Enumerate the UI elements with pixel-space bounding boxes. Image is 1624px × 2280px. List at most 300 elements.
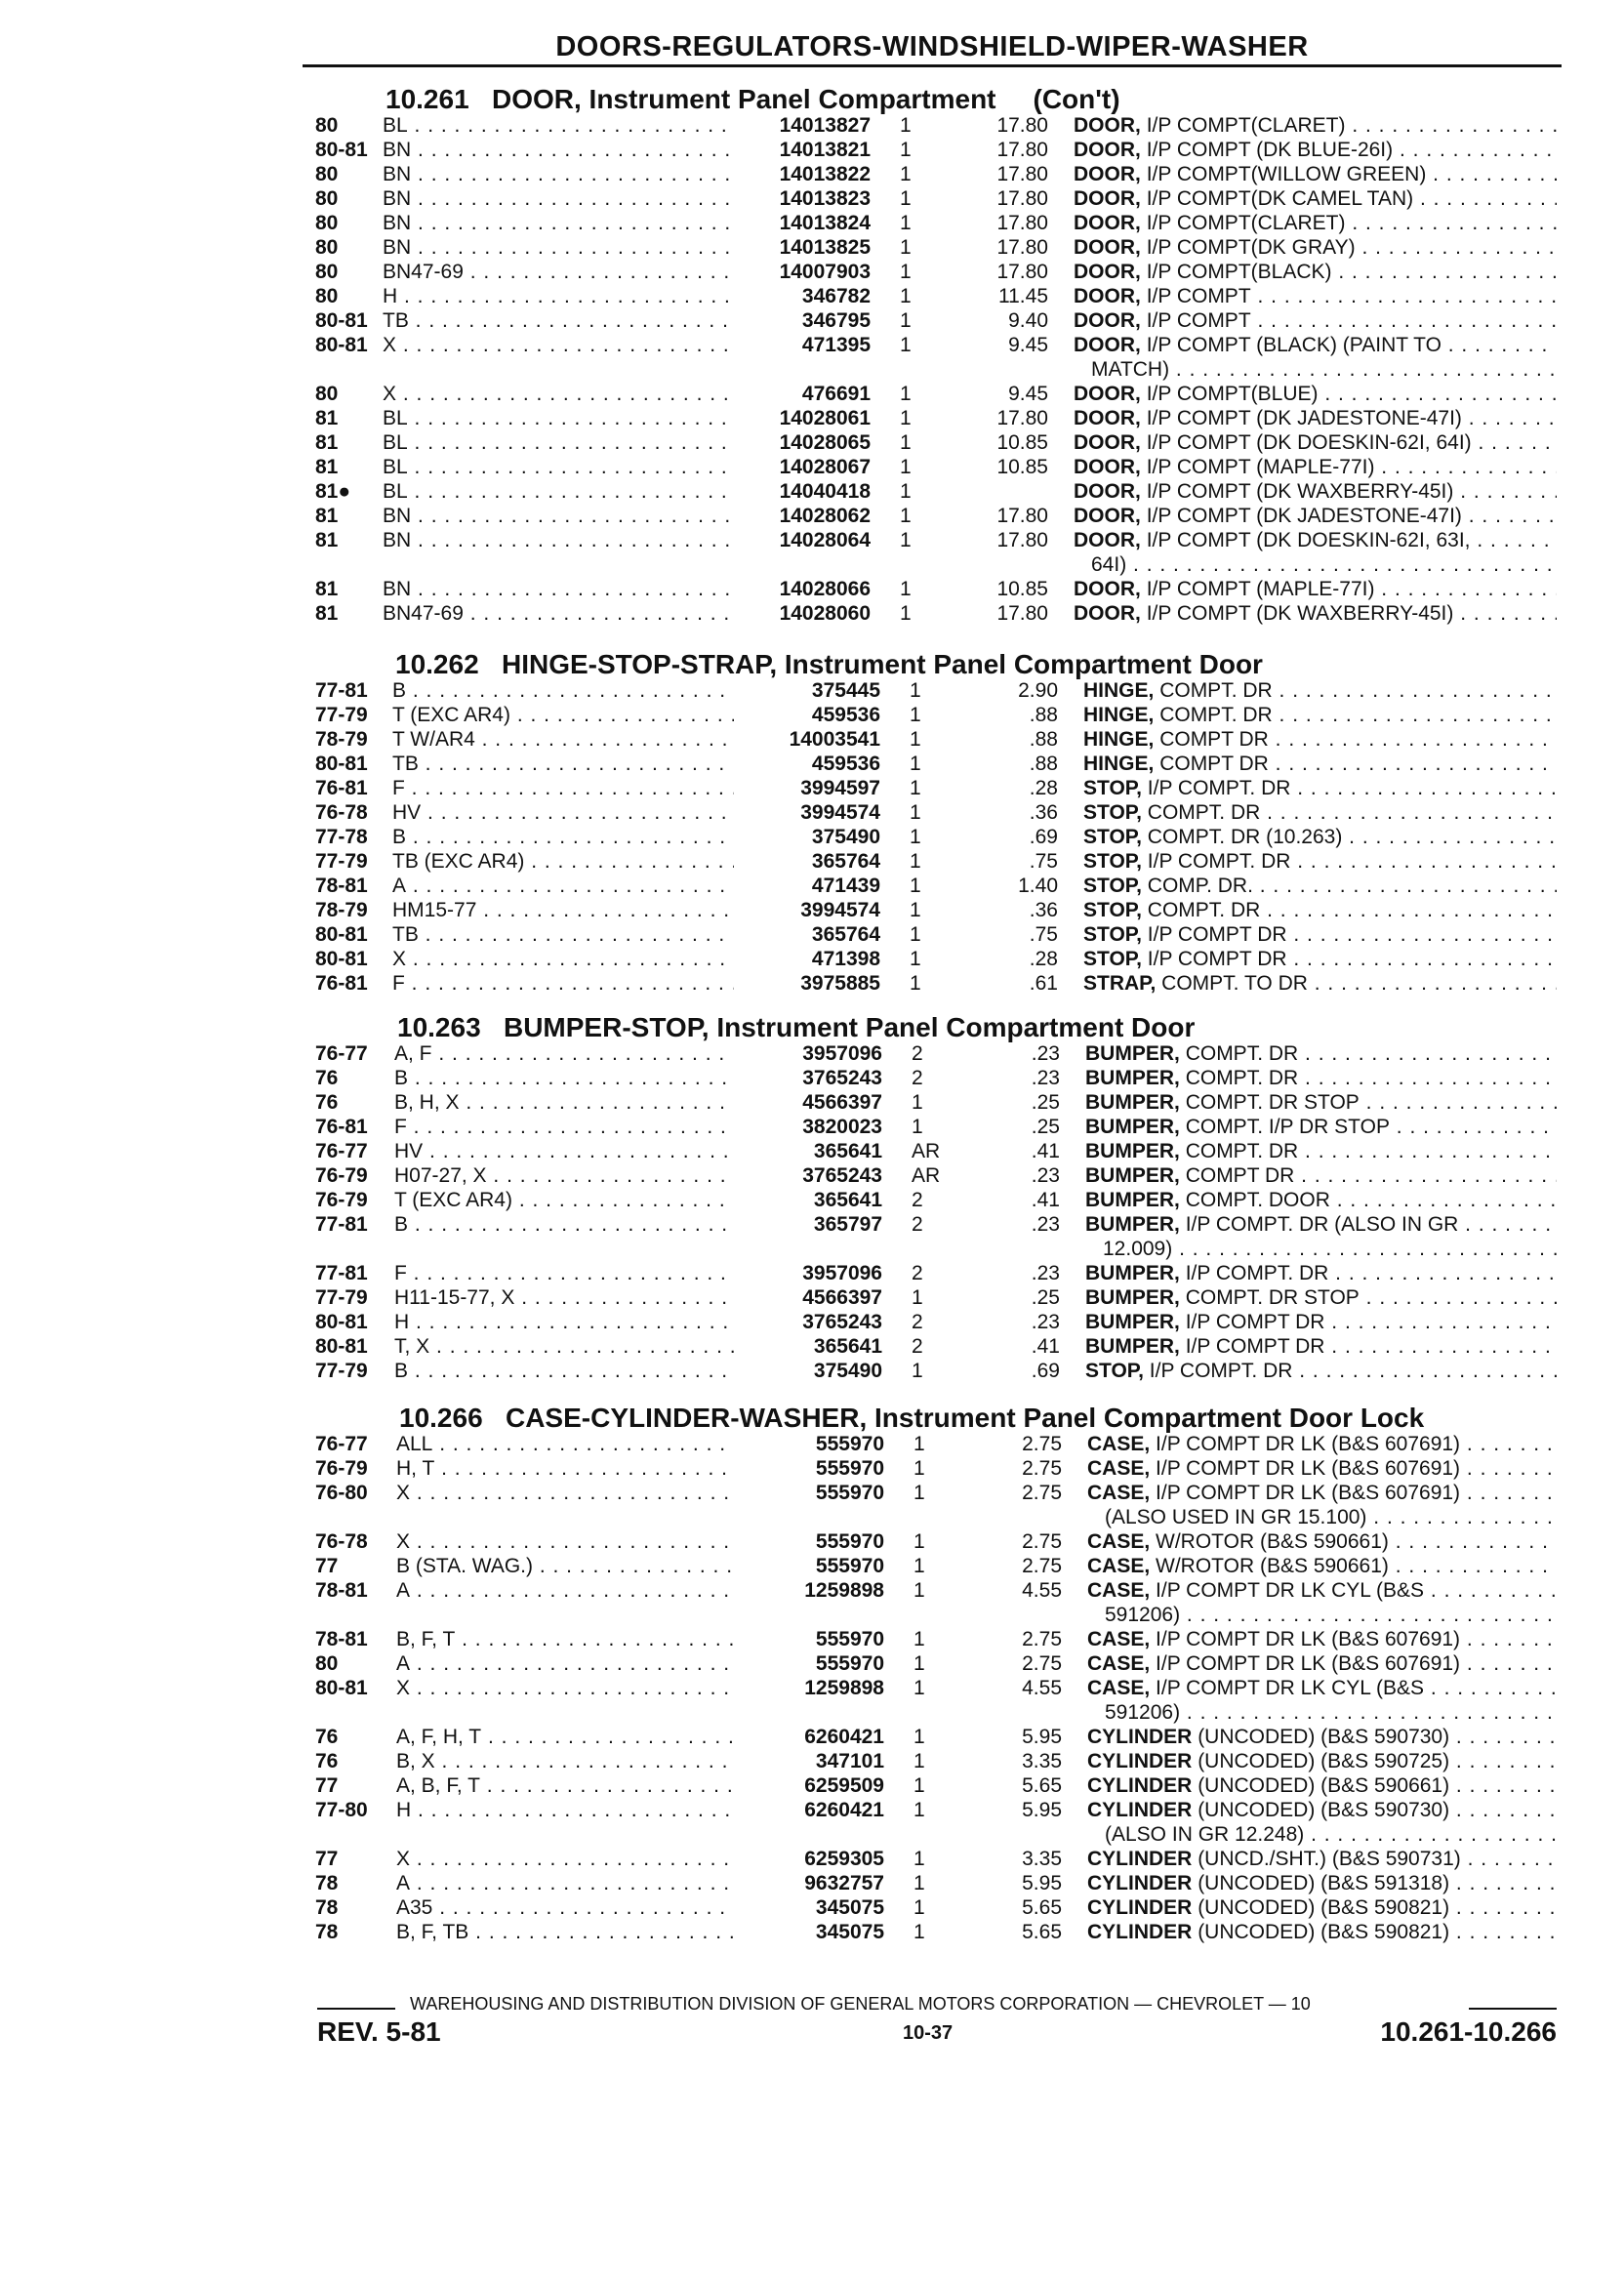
price: 9.45: [1008, 334, 1048, 356]
part-description: [1085, 1163, 1557, 1188]
quantity: AR: [912, 1140, 941, 1162]
model-year: 80-81: [315, 139, 368, 161]
quantity: 1: [912, 1360, 923, 1382]
part-name: DOOR,: [1074, 261, 1141, 283]
quantity: AR: [912, 1164, 941, 1187]
price: 2.75: [1022, 1482, 1062, 1504]
price: .75: [1029, 850, 1058, 873]
part-number: 346782: [801, 285, 871, 307]
quantity: 1: [914, 1799, 925, 1821]
price: 2.75: [1022, 1457, 1062, 1480]
part-name: BUMPER,: [1085, 1335, 1180, 1358]
price: 3.35: [1022, 1848, 1062, 1870]
model-code: B . . .: [392, 825, 734, 849]
part-name: HINGE,: [1083, 753, 1155, 775]
part-name: CASE,: [1087, 1482, 1151, 1504]
quantity: 2: [912, 1067, 923, 1089]
part-description: [1085, 1359, 1557, 1383]
part-description: [1087, 1749, 1557, 1773]
model-year: 81: [315, 529, 339, 551]
price: 2.75: [1022, 1433, 1062, 1455]
part-number: 14028062: [779, 505, 871, 527]
part-detail: I/P COMPT (DK DOESKIN-62I, 63I,: [1146, 529, 1471, 551]
quantity: 1: [914, 1628, 925, 1650]
part-row: [0, 138, 1624, 162]
price: .36: [1029, 899, 1058, 921]
model-year: 80: [315, 212, 339, 234]
part-name: DOOR,: [1074, 285, 1141, 307]
part-number: 3975885: [800, 972, 880, 995]
part-name: DOOR,: [1074, 139, 1141, 161]
footer-rule-left: [317, 2008, 395, 2010]
price: .69: [1029, 826, 1058, 848]
part-description: [1087, 1798, 1557, 1822]
part-description: [1083, 703, 1557, 727]
part-description: [1074, 333, 1557, 357]
part-detail: COMPT. DR: [1185, 1067, 1299, 1089]
model-year: 78-81: [315, 875, 368, 897]
part-name: CASE,: [1087, 1677, 1151, 1699]
model-code: A . . .: [396, 1578, 734, 1603]
model-year: 80: [315, 261, 339, 283]
header-rule: [303, 64, 1562, 67]
price: 17.80: [996, 187, 1048, 210]
quantity: 1: [914, 1848, 925, 1870]
part-description: [1083, 971, 1557, 996]
quantity: 1: [914, 1579, 925, 1602]
part-detail: I/P COMPT DR LK CYL (B&S: [1156, 1579, 1425, 1602]
part-description: [1074, 138, 1557, 162]
model-year: 78-79: [315, 728, 368, 751]
part-description: [1087, 1725, 1557, 1749]
part-description: [1083, 849, 1557, 874]
page-header-title: DOORS-REGULATORS-WINDSHIELD-WIPER-WASHER: [555, 31, 1309, 62]
part-detail: I/P COMPT(BLUE): [1146, 383, 1319, 405]
price: 2.90: [1018, 679, 1058, 702]
part-row: [0, 430, 1624, 455]
model-code: H . . .: [383, 284, 734, 308]
model-code: BL . . .: [383, 430, 734, 455]
part-row: [0, 1456, 1624, 1481]
part-number: 9632757: [804, 1872, 884, 1894]
price: 2.75: [1022, 1628, 1062, 1650]
model-code: TB . . .: [383, 308, 734, 333]
part-name: STOP,: [1085, 1360, 1144, 1382]
part-row: [0, 601, 1624, 626]
price: 5.95: [1022, 1726, 1062, 1748]
part-name: DOOR,: [1074, 505, 1141, 527]
part-name: BUMPER,: [1085, 1189, 1180, 1211]
model-code: B, F, TB . . .: [396, 1920, 734, 1944]
part-name: DOOR,: [1074, 309, 1141, 332]
part-description: [1083, 678, 1557, 703]
part-description: [1087, 1920, 1557, 1944]
part-description: [1085, 1285, 1557, 1310]
part-number: 365641: [813, 1140, 882, 1162]
quantity: 2: [912, 1262, 923, 1284]
part-name: STRAP,: [1083, 972, 1157, 995]
part-detail: I/P COMPT(WILLOW GREEN): [1146, 163, 1427, 185]
part-name: DOOR,: [1074, 334, 1141, 356]
model-year: 80: [315, 285, 339, 307]
part-detail: I/P COMPT (DK WAXBERRY-45I): [1146, 602, 1454, 625]
price: 11.45: [998, 285, 1048, 307]
quantity: 1: [912, 1116, 923, 1138]
model-code: B, F, T . . .: [396, 1627, 734, 1651]
part-number: 375445: [811, 679, 880, 702]
part-description: [1087, 1773, 1557, 1798]
part-row: [0, 1115, 1624, 1139]
quantity: 1: [910, 753, 921, 775]
part-detail: COMPT. DR: [1185, 1042, 1299, 1065]
price: .41: [1031, 1140, 1060, 1162]
model-year: 77-81: [315, 679, 368, 702]
part-description: [1074, 455, 1557, 479]
part-row: [0, 211, 1624, 235]
part-number: 4566397: [802, 1091, 882, 1114]
model-code: F . . .: [392, 971, 734, 996]
section-title: BUMPER-STOP, Instrument Panel Compartment Door: [503, 1012, 1196, 1042]
part-row-continuation: [0, 1505, 1624, 1529]
price: 10.85: [996, 578, 1048, 600]
price: .88: [1029, 728, 1058, 751]
quantity: 1: [900, 431, 912, 454]
model-year: 77: [315, 1848, 339, 1870]
model-year: 76-79: [315, 1189, 368, 1211]
part-name: DOOR,: [1074, 456, 1141, 478]
model-code: TB (EXC AR4) . . .: [392, 849, 734, 874]
model-year: 76-81: [315, 972, 368, 995]
quantity: 1: [914, 1921, 925, 1943]
part-description: [1083, 727, 1557, 752]
part-row: [0, 528, 1624, 552]
part-row: [0, 1285, 1624, 1310]
part-row: [0, 1847, 1624, 1871]
model-code: BN . . .: [383, 528, 734, 552]
part-detail: I/P COMPT DR: [1147, 948, 1287, 970]
quantity: 1: [914, 1677, 925, 1699]
quantity: 1: [900, 602, 912, 625]
quantity: 1: [910, 679, 921, 702]
price: .75: [1029, 923, 1058, 946]
part-detail: I/P COMPT DR: [1185, 1335, 1325, 1358]
part-detail: I/P COMPT DR LK (B&S 607691): [1156, 1482, 1461, 1504]
part-name: STOP,: [1083, 948, 1142, 970]
quantity: 2: [912, 1042, 923, 1065]
model-code: F . . .: [394, 1115, 734, 1139]
part-name: DOOR,: [1074, 236, 1141, 259]
part-name: CYLINDER: [1087, 1921, 1193, 1943]
part-row: [0, 186, 1624, 211]
part-row: [0, 1895, 1624, 1920]
section-heading: [397, 1012, 1195, 1043]
model-year: 81●: [315, 480, 351, 503]
part-description: [1074, 113, 1557, 138]
footer-page-number: 10-37: [903, 2022, 954, 2044]
model-year: 80-81: [315, 753, 368, 775]
quantity: 1: [912, 1091, 923, 1114]
part-name: DOOR,: [1074, 114, 1141, 137]
part-row: [0, 1310, 1624, 1334]
footer-section-range: 10.261-10.266: [1380, 2016, 1557, 2047]
part-number: 459536: [811, 704, 880, 726]
model-code: X . . .: [383, 333, 734, 357]
part-detail-continued: 12.009) . . .: [1103, 1237, 1557, 1261]
price: 17.80: [996, 114, 1048, 137]
part-number: 6259305: [804, 1848, 884, 1870]
part-number: 6260421: [804, 1726, 884, 1748]
part-number: 459536: [811, 753, 880, 775]
part-number: 14013821: [779, 139, 871, 161]
model-code: T (EXC AR4) . . .: [394, 1188, 734, 1212]
part-number: 555970: [815, 1555, 884, 1577]
price: .23: [1031, 1164, 1060, 1187]
price: .88: [1029, 753, 1058, 775]
part-detail-continued: (ALSO IN GR 12.248) . . .: [1105, 1822, 1557, 1847]
part-row-continuation: [0, 1700, 1624, 1725]
quantity: 1: [910, 777, 921, 799]
part-description: [1083, 776, 1557, 800]
part-name: CYLINDER: [1087, 1896, 1193, 1919]
part-number: 4566397: [802, 1286, 882, 1309]
part-detail: COMPT. DR STOP: [1185, 1286, 1360, 1309]
footer-rule-right: [1469, 2008, 1557, 2010]
part-detail: (UNCODED) (B&S 590730): [1198, 1726, 1450, 1748]
part-row: [0, 825, 1624, 849]
part-description: [1087, 1676, 1557, 1700]
price: 2.75: [1022, 1652, 1062, 1675]
model-year: 77-79: [315, 1286, 368, 1309]
quantity: 1: [910, 875, 921, 897]
part-number: 365641: [813, 1335, 882, 1358]
part-description: [1087, 1651, 1557, 1676]
part-description: [1087, 1627, 1557, 1651]
part-name: DOOR,: [1074, 480, 1141, 503]
model-code: T, X . . .: [394, 1334, 734, 1359]
model-year: 77: [315, 1774, 339, 1797]
model-year: 78-81: [315, 1579, 368, 1602]
price: 5.95: [1022, 1872, 1062, 1894]
part-detail: W/ROTOR (B&S 590661): [1156, 1530, 1389, 1553]
part-row: [0, 1554, 1624, 1578]
part-detail: COMPT. DR: [1185, 1140, 1299, 1162]
part-description: [1085, 1188, 1557, 1212]
part-description: [1074, 504, 1557, 528]
part-name: STOP,: [1083, 826, 1142, 848]
section-title: DOOR, Instrument Panel Compartment: [491, 84, 996, 114]
model-year: 76: [315, 1726, 339, 1748]
part-number: 14028065: [779, 431, 871, 454]
part-row: [0, 1773, 1624, 1798]
model-code: A, B, F, T . . .: [396, 1773, 734, 1798]
part-detail: I/P COMPT. DR: [1149, 1360, 1293, 1382]
model-year: 80: [315, 163, 339, 185]
part-detail: (UNCODED) (B&S 590821): [1198, 1896, 1450, 1919]
part-description: [1074, 601, 1557, 626]
quantity: 1: [900, 139, 912, 161]
model-code: H11-15-77, X . . .: [394, 1285, 734, 1310]
quantity: 1: [914, 1750, 925, 1772]
price: 5.65: [1022, 1896, 1062, 1919]
part-number: 6260421: [804, 1799, 884, 1821]
model-year: 78-79: [315, 899, 368, 921]
quantity: 1: [912, 1286, 923, 1309]
part-row: [0, 678, 1624, 703]
part-description: [1083, 825, 1557, 849]
model-year: 80-81: [315, 1311, 368, 1333]
model-code: A . . .: [392, 874, 734, 898]
part-detail-continued: 591206) . . .: [1105, 1603, 1557, 1627]
part-detail: I/P COMPT (DK JADESTONE-47I): [1146, 505, 1462, 527]
model-code: B . . .: [392, 678, 734, 703]
model-code: B (STA. WAG.) . . .: [396, 1554, 734, 1578]
part-description: [1074, 186, 1557, 211]
model-code: B . . .: [394, 1359, 734, 1383]
model-year: 77-81: [315, 1262, 368, 1284]
model-code: F . . .: [392, 776, 734, 800]
part-detail: I/P COMPT(DK GRAY): [1146, 236, 1356, 259]
part-row: [0, 1432, 1624, 1456]
model-code: X . . .: [396, 1529, 734, 1554]
part-name: CASE,: [1087, 1628, 1151, 1650]
quantity: 1: [900, 309, 912, 332]
quantity: 1: [914, 1872, 925, 1894]
part-name: CASE,: [1087, 1579, 1151, 1602]
part-row: [0, 898, 1624, 922]
model-code: X . . .: [392, 947, 734, 971]
part-number: 14040418: [779, 480, 871, 503]
part-name: BUMPER,: [1085, 1262, 1180, 1284]
part-row: [0, 406, 1624, 430]
part-description: [1083, 874, 1557, 898]
part-detail: COMPT. DR (10.263): [1147, 826, 1343, 848]
model-year: 76-77: [315, 1433, 368, 1455]
part-detail: COMPT. DR: [1147, 801, 1261, 824]
quantity: 1: [914, 1530, 925, 1553]
part-row: [0, 1041, 1624, 1066]
part-description: [1087, 1895, 1557, 1920]
part-name: STOP,: [1083, 777, 1142, 799]
model-code: BN . . .: [383, 162, 734, 186]
part-row: [0, 1212, 1624, 1237]
section-number: 10.266: [399, 1403, 483, 1433]
model-code: H, T . . .: [396, 1456, 734, 1481]
model-code: BL . . .: [383, 479, 734, 504]
part-number: 471395: [801, 334, 871, 356]
part-number: 3994574: [800, 899, 880, 921]
price: 5.65: [1022, 1774, 1062, 1797]
model-code: HV . . .: [394, 1139, 734, 1163]
part-detail: (UNCODED) (B&S 590661): [1198, 1774, 1450, 1797]
part-row: [0, 1798, 1624, 1822]
part-number: 347101: [815, 1750, 884, 1772]
model-code: TB . . .: [392, 922, 734, 947]
part-number: 345075: [815, 1921, 884, 1943]
model-code: X . . .: [396, 1847, 734, 1871]
price: .23: [1031, 1311, 1060, 1333]
model-year: 76: [315, 1067, 339, 1089]
model-code: H . . .: [394, 1310, 734, 1334]
part-description: [1085, 1115, 1557, 1139]
model-year: 77: [315, 1555, 339, 1577]
price: .41: [1031, 1335, 1060, 1358]
price: 5.95: [1022, 1799, 1062, 1821]
part-number: 375490: [813, 1360, 882, 1382]
part-number: 6259509: [804, 1774, 884, 1797]
part-row: [0, 382, 1624, 406]
part-description: [1085, 1066, 1557, 1090]
part-detail: COMPT DR: [1159, 753, 1269, 775]
part-row: [0, 479, 1624, 504]
quantity: 1: [910, 801, 921, 824]
part-row: [0, 947, 1624, 971]
part-name: DOOR,: [1074, 602, 1141, 625]
model-year: 76-79: [315, 1457, 368, 1480]
part-description: [1087, 1481, 1557, 1505]
part-number: 3957096: [802, 1042, 882, 1065]
quantity: 1: [900, 334, 912, 356]
part-number: 3765243: [802, 1067, 882, 1089]
price: .28: [1029, 948, 1058, 970]
part-number: 14003541: [789, 728, 880, 751]
part-number: 365797: [813, 1213, 882, 1236]
part-number: 365641: [813, 1189, 882, 1211]
part-row: [0, 333, 1624, 357]
part-name: BUMPER,: [1085, 1067, 1180, 1089]
part-name: STOP,: [1083, 875, 1142, 897]
part-detail: I/P COMPT(DK CAMEL TAN): [1146, 187, 1414, 210]
part-number: 345075: [815, 1896, 884, 1919]
model-year: 80-81: [315, 1335, 368, 1358]
part-detail: I/P COMPT DR LK CYL (B&S: [1156, 1677, 1425, 1699]
price: .23: [1031, 1067, 1060, 1089]
part-description: [1083, 800, 1557, 825]
part-row: [0, 776, 1624, 800]
quantity: 1: [900, 383, 912, 405]
quantity: 1: [900, 163, 912, 185]
part-description: [1074, 479, 1557, 504]
model-code: BL . . .: [383, 406, 734, 430]
model-code: BN . . .: [383, 235, 734, 260]
part-row: [0, 455, 1624, 479]
model-code: BN . . .: [383, 577, 734, 601]
part-detail: I/P COMPT. DR (ALSO IN GR: [1185, 1213, 1459, 1236]
part-name: DOOR,: [1074, 529, 1141, 551]
quantity: 1: [914, 1896, 925, 1919]
part-detail: I/P COMPT: [1146, 309, 1251, 332]
model-code: HM15-77 . . .: [392, 898, 734, 922]
model-year: 78: [315, 1896, 339, 1919]
price: 9.40: [1008, 309, 1048, 332]
part-number: 14028066: [779, 578, 871, 600]
part-detail: COMPT. TO DR: [1161, 972, 1308, 995]
part-name: BUMPER,: [1085, 1164, 1180, 1187]
footer-division-text: WAREHOUSING AND DISTRIBUTION DIVISION OF GENERAL MOTORS CORPORATION — CHEVROLET — 10: [410, 1994, 1311, 2014]
part-row: [0, 1163, 1624, 1188]
price: 2.75: [1022, 1530, 1062, 1553]
model-year: 81: [315, 407, 339, 429]
part-row: [0, 1749, 1624, 1773]
model-code: BN . . .: [383, 211, 734, 235]
model-code: X . . .: [383, 382, 734, 406]
model-code: A35 . . .: [396, 1895, 734, 1920]
quantity: 1: [910, 972, 921, 995]
part-number: 365764: [811, 850, 880, 873]
part-number: 14028060: [779, 602, 871, 625]
price: 9.45: [1008, 383, 1048, 405]
part-number: 1259898: [804, 1579, 884, 1602]
part-detail: (UNCODED) (B&S 590725): [1198, 1750, 1450, 1772]
